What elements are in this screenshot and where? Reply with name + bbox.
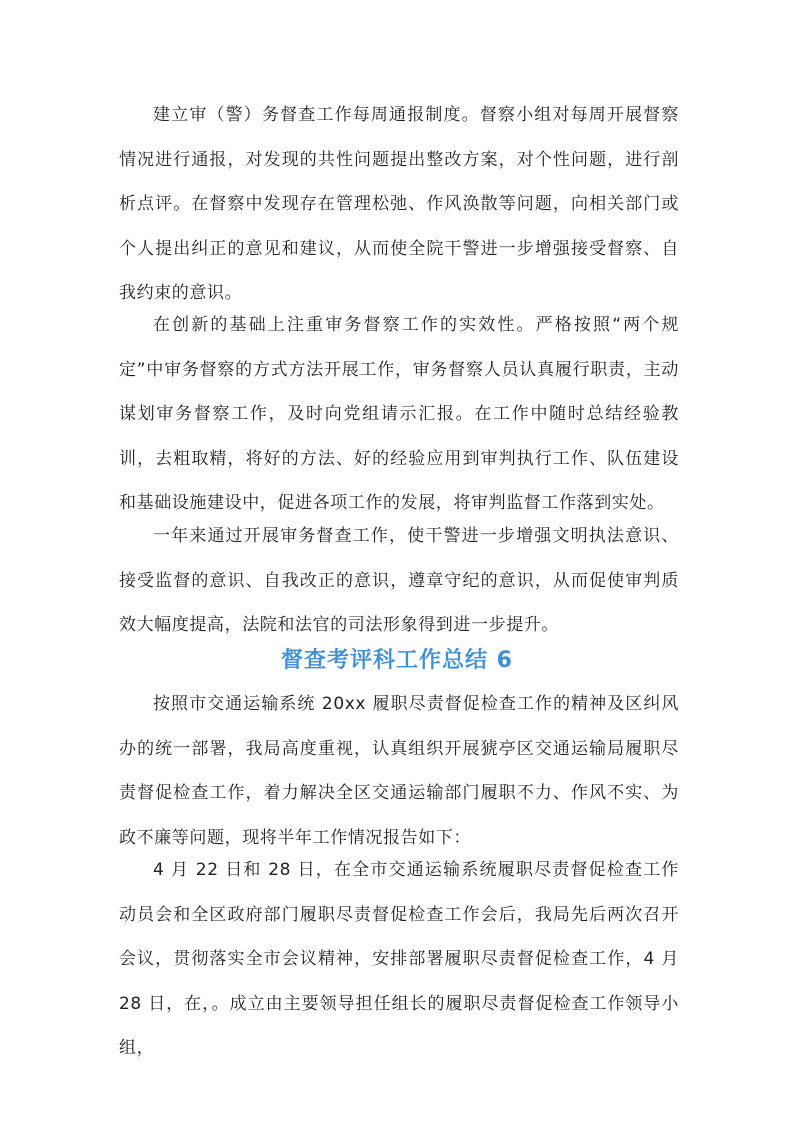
paragraph-meetings: 4 月 22 日和 28 日，在全市交通运输系统履职尽责督促检查工作动员会和全区政府部门履职尽责督促检查工作会后，我局先后两次召开会议，贯彻落实全市会议精神，安排部署履职尽责督促检查工作，4 月 28 日，在，。成立由主要领导担任组长的履职尽责督促检查工作领导小组， — [119, 860, 679, 1058]
paragraph-deployment: 按照市交通运输系统 20xx 履职尽责督促检查工作的精神及区纠风办的统一部署，我局高度重视，认真组织开展猇亭区交通运输局履职尽责督促检查工作，着力解决全区交通运输部门履职不力、作风不实、为政不廉等问题，现将半年工作情况报告如下： — [119, 694, 679, 848]
paragraph-year-summary: 一年来通过开展审务督查工作，使干警进一步增强文明执法意识、接受监督的意识、自我改正的意识，遵章守纪的意识，从而促使审判质效大幅度提高，法院和法官的司法形象得到进一步提升。 — [119, 526, 679, 635]
paragraph-weekly-report: 建立审（警）务督查工作每周通报制度。督察小组对每周开展督察情况进行通报，对发现的共性问题提出整改方案，对个性问题，进行剖析点评。在督察中发现存在管理松弛、作风涣散等问题，向相关部门或个人提出纠正的意见和建议，从而使全院干警进一步增强接受督察、自我约束的意识。 — [119, 105, 679, 303]
section-heading: 督查考评科工作总结 6 — [281, 648, 513, 673]
paragraph-effectiveness: 在创新的基础上注重审务督察工作的实效性。严格按照“两个规定”中审务督察的方式方法开展工作，审务督察人员认真履行职责，主动谋划审务督察工作，及时向党组请示汇报。在工作中随时总结经验教训，去粗取精，将好的方法、好的经验应用到审判执行工作、队伍建设和基础设施建设中，促进各项工作的发展，将审判监督工作落到实处。 — [119, 315, 679, 513]
